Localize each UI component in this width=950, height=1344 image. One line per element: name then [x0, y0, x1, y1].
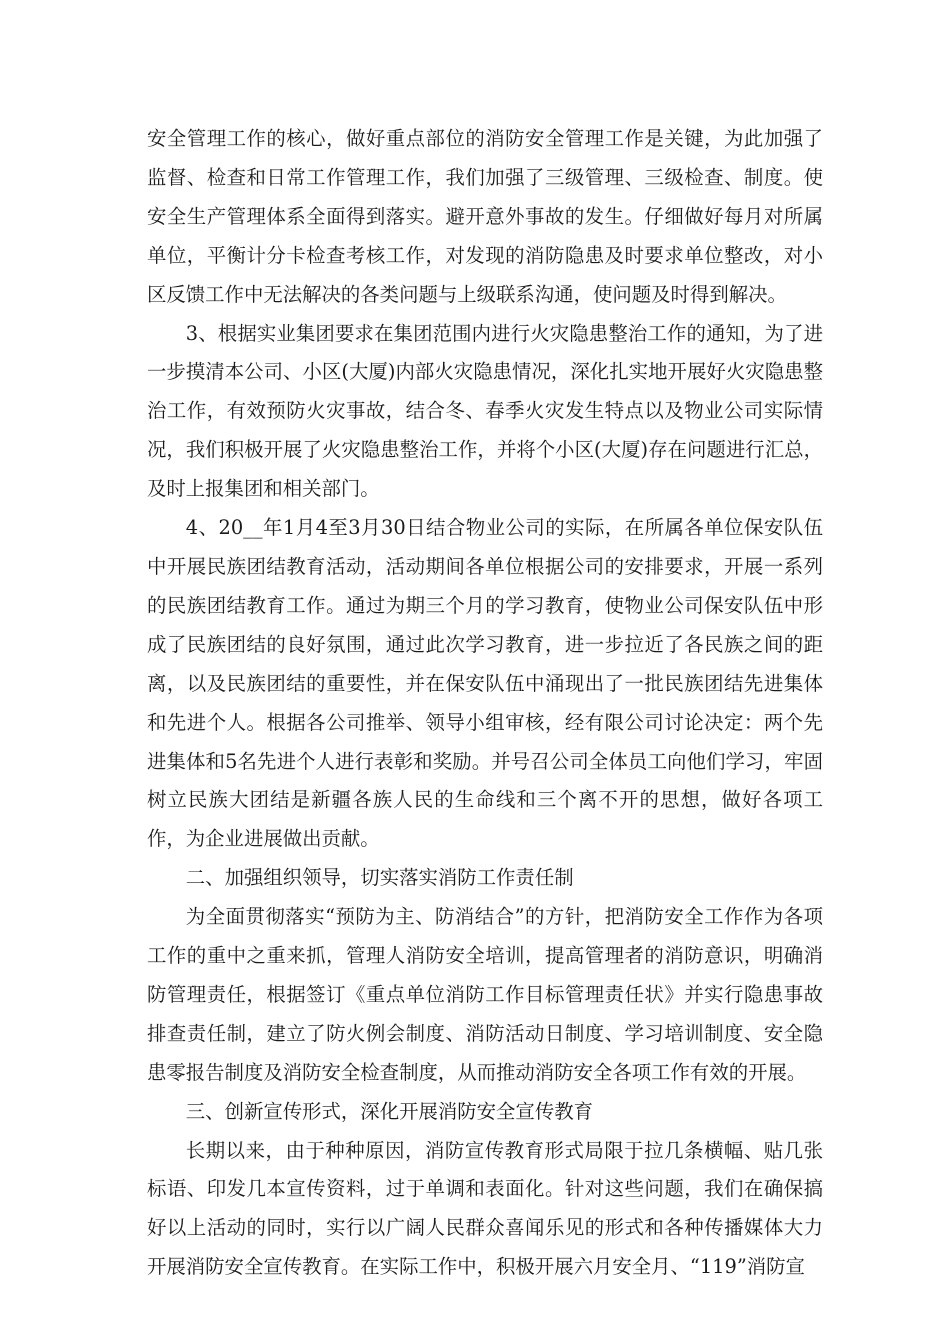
- section-heading-2: 二、加强组织领导，切实落实消防工作责任制: [185, 866, 574, 890]
- section-heading-3: 三、创新宣传形式，深化开展消防安全宣传教育: [185, 1099, 593, 1123]
- document-body: [147, 120, 823, 1287]
- paragraph-management-core: 安全管理工作的核心，做好重点部位的消防安全管理工作是关键，为此加强了监督、检查和日常工作管理工作，我们加强了三级管理、三级检查、制度。使安全生产管理体系全面得到落实。避开意外事故的发生。仔细做好每月对所属单位，平衡计分卡检查考核工作，对发现的消防隐患及时要求单位整改，对小区反馈工作中无法解决的各类问题与上级联系沟通，使问题及时得到解决。: [147, 127, 823, 306]
- paragraph-item-4-ethnic-unity: 4、20__年1月4至3月30日结合物业公司的实际，在所属各单位保安队伍中开展民族团结教育活动，活动期间各单位根据公司的安排要求，开展一系列的民族团结教育工作。通过为期三个月的学习教育，使物业公司保安队伍中形成了民族团结的良好氛围，通过此次学习教育，进一步拉近了各民族之间的距离，以及民族团结的重要性，并在保安队伍中涌现出了一批民族团结先进集体和先进个人。根据各公司推举、领导小组审核，经有限公司讨论决定：两个先进集体和5名先进个人进行表彰和奖励。并号召公司全体员工向他们学习，牢固树立民族大团结是新疆各族人民的生命线和三个离不开的思想，做好各项工作，为企业进展做出贡献。: [147, 516, 823, 851]
- paragraph-item-3-fire-hazard: 3、根据实业集团要求在集团范围内进行火灾隐患整治工作的通知，为了进一步摸清本公司、小区(大厦)内部火灾隐患情况，深化扎实地开展好火灾隐患整治工作，有效预防火灾事故，结合冬、春季火灾发生特点以及物业公司实际情况，我们积极开展了火灾隐患整治工作，并将个小区(大厦)存在问题进行汇总，及时上报集团和相关部门。: [147, 321, 823, 501]
- paragraph-publicity: 长期以来，由于种种原因，消防宣传教育形式局限于拉几条横幅、贴几张标语、印发几本宣传资料，过于单调和表面化。针对这些问题，我们在确保搞好以上活动的同时，实行以广阔人民群众喜闻乐见的形式和各种传播媒体大力开展消防安全宣传教育。在实际工作中，积极开展六月安全月、“119”消防宣: [147, 1138, 823, 1279]
- paragraph-responsibility: 为全面贯彻落实“预防为主、防消结合”的方针，把消防安全工作作为各项工作的重中之重来抓，管理人消防安全培训，提高管理者的消防意识，明确消防管理责任，根据签订《重点单位消防工作目标管理责任状》并实行隐患事故排查责任制，建立了防火例会制度、消防活动日制度、学习培训制度、安全隐患零报告制度及消防安全检查制度，从而推动消防安全各项工作有效的开展。: [147, 905, 823, 1084]
